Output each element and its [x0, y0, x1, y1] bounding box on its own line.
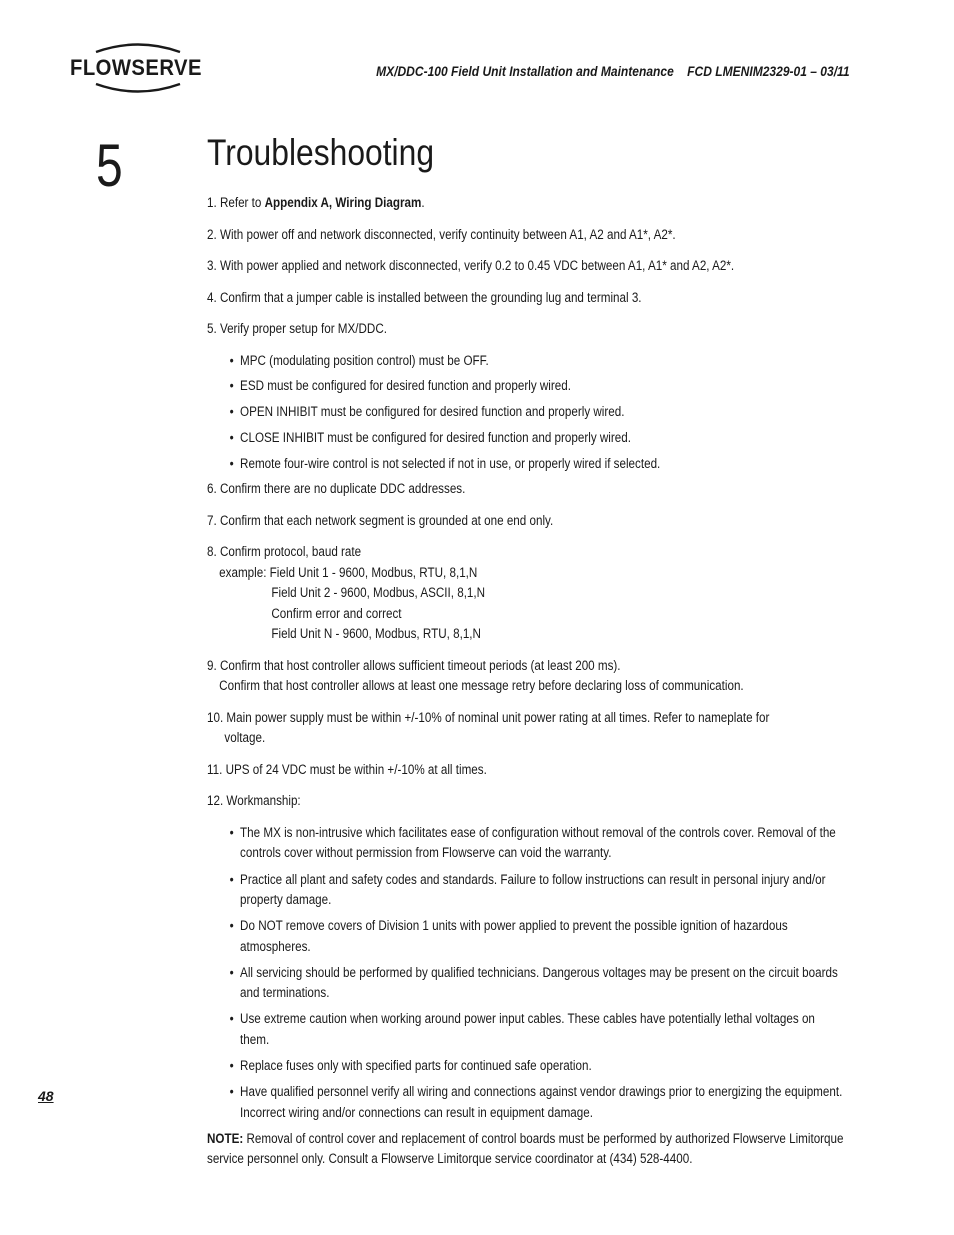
step-10-text: 10. Main power supply must be within +/-10% of nominal unit power rating at all times. Refer to nameplate for	[207, 709, 770, 725]
workmanship-bullet-list	[207, 823, 846, 1123]
step-1-suffix: .	[421, 195, 425, 210]
step-11: 11. UPS of 24 VDC must be within +/-10% at all times.	[207, 761, 487, 777]
bullet-icon: •	[229, 404, 234, 420]
bullet-text: Do NOT remove covers of Division 1 units with power applied to prevent the possible ignition of hazardous atmospheres.	[240, 918, 788, 954]
bullet-text: Have qualified personnel verify all wiring and connections against vendor drawings prior to energizing the equipment. Incorrect wiring and/or connections can result in equipment damage.	[240, 1084, 843, 1120]
list-item	[207, 870, 846, 911]
step-8-example-line: Field Unit 2 - 9600, Modbus, ASCII, 8,1,N	[271, 585, 486, 601]
bullet-text: OPEN INHIBIT must be configured for desired function and properly wired.	[240, 404, 625, 420]
bullet-icon: •	[229, 824, 234, 840]
step-8-example: example: Field Unit 1 - 9600, Modbus, RTU, 8,1,N	[219, 564, 478, 580]
bullet-icon: •	[229, 871, 234, 887]
page-number: 48	[38, 1088, 54, 1104]
step-4: 4. Confirm that a jumper cable is installed between the grounding lug and terminal 3.	[207, 289, 642, 305]
bullet-text: CLOSE INHIBIT must be configured for desired function and properly wired.	[240, 429, 631, 445]
bullet-icon: •	[229, 1011, 234, 1027]
step-10-line-2: voltage.	[224, 730, 266, 746]
step-1	[207, 193, 846, 214]
bullet-icon: •	[229, 429, 234, 445]
bullet-icon: •	[229, 1084, 234, 1100]
flowserve-logo	[68, 43, 208, 95]
note	[207, 1129, 846, 1170]
step-8-example-line: Field Unit N - 9600, Modbus, RTU, 8,1,N	[271, 626, 481, 642]
list-item	[207, 454, 846, 475]
document-header-title: MX/DDC-100 Field Unit Installation and Maintenance FCD LMENIM2329-01 – 03/11	[376, 63, 850, 79]
step-10	[207, 708, 846, 749]
note-label: NOTE:	[207, 1130, 244, 1146]
bullet-text: MPC (modulating position control) must be OFF.	[240, 352, 489, 368]
step-12: 12. Workmanship:	[207, 793, 301, 809]
step-3: 3. With power applied and network disconnected, verify 0.2 to 0.45 VDC between A1, A1* and A2, A2*.	[207, 258, 735, 273]
step-9	[207, 656, 846, 697]
list-item	[207, 1009, 846, 1050]
bullet-text: Use extreme caution when working around power input cables. These cables have potentially lethal voltages on them.	[240, 1011, 815, 1047]
step-8-text: 8. Confirm protocol, baud rate	[207, 544, 362, 560]
troubleshooting-steps	[207, 193, 942, 1181]
list-item	[207, 823, 846, 864]
bullet-icon: •	[229, 918, 234, 934]
bullet-icon: •	[229, 455, 234, 471]
bullet-text: ESD must be configured for desired function and properly wired.	[240, 378, 571, 394]
bullet-icon: •	[229, 352, 234, 368]
bullet-icon: •	[229, 964, 234, 980]
chapter-number: 5	[96, 132, 123, 199]
step-8-example-line: Confirm error and correct	[271, 605, 402, 621]
step-8	[207, 542, 846, 645]
bullet-icon: •	[229, 378, 234, 394]
chapter-title: Troubleshooting	[207, 132, 435, 173]
bullet-text: The MX is non-intrusive which facilitates ease of configuration without removal of the controls cover. Removal of the controls cover without permission from Flowserve can void the warranty.	[240, 824, 836, 861]
bullet-text: All servicing should be performed by qualified technicians. Dangerous voltages may be present on the circuit boards and terminations.	[240, 964, 838, 1001]
list-item	[207, 1082, 846, 1123]
appendix-reference: Appendix A, Wiring Diagram	[264, 195, 422, 210]
step-9-text: 9. Confirm that host controller allows sufficient timeout periods (at least 200 ms).	[207, 657, 621, 673]
list-item	[207, 1056, 846, 1077]
step-9-line-2: Confirm that host controller allows at least one message retry before declaring loss of communication.	[219, 678, 744, 694]
bullet-text: Replace fuses only with specified parts for continued safe operation.	[240, 1057, 592, 1073]
step-5: 5. Verify proper setup for MX/DDC.	[207, 321, 387, 336]
list-item	[207, 402, 846, 423]
note-text: Removal of control cover and replacement of control boards must be performed by authorized Flowserve Limitorque service personnel only. Consult a Flowserve Limitorque service coordinator at (434) 528-4400.	[207, 1130, 844, 1167]
list-item	[207, 351, 846, 372]
logo-wordmark: FLOWSERVE	[70, 55, 202, 80]
bullet-text: Remote four-wire control is not selected if not in use, or properly wired if selected.	[240, 455, 661, 471]
step-6: 6. Confirm there are no duplicate DDC addresses.	[207, 481, 466, 497]
list-item	[207, 916, 846, 957]
bullet-text: Practice all plant and safety codes and standards. Failure to follow instructions can result in personal injury and/or property damage.	[240, 871, 826, 908]
list-item	[207, 376, 846, 397]
step-1-prefix: 1. Refer to	[207, 195, 265, 210]
list-item	[207, 428, 846, 449]
step-7: 7. Confirm that each network segment is grounded at one end only.	[207, 512, 554, 528]
step-5-bullet-list	[207, 351, 846, 475]
step-2: 2. With power off and network disconnected, verify continuity between A1, A2 and A1*, A2*.	[207, 226, 676, 242]
list-item	[207, 963, 846, 1004]
bullet-icon: •	[229, 1057, 234, 1073]
